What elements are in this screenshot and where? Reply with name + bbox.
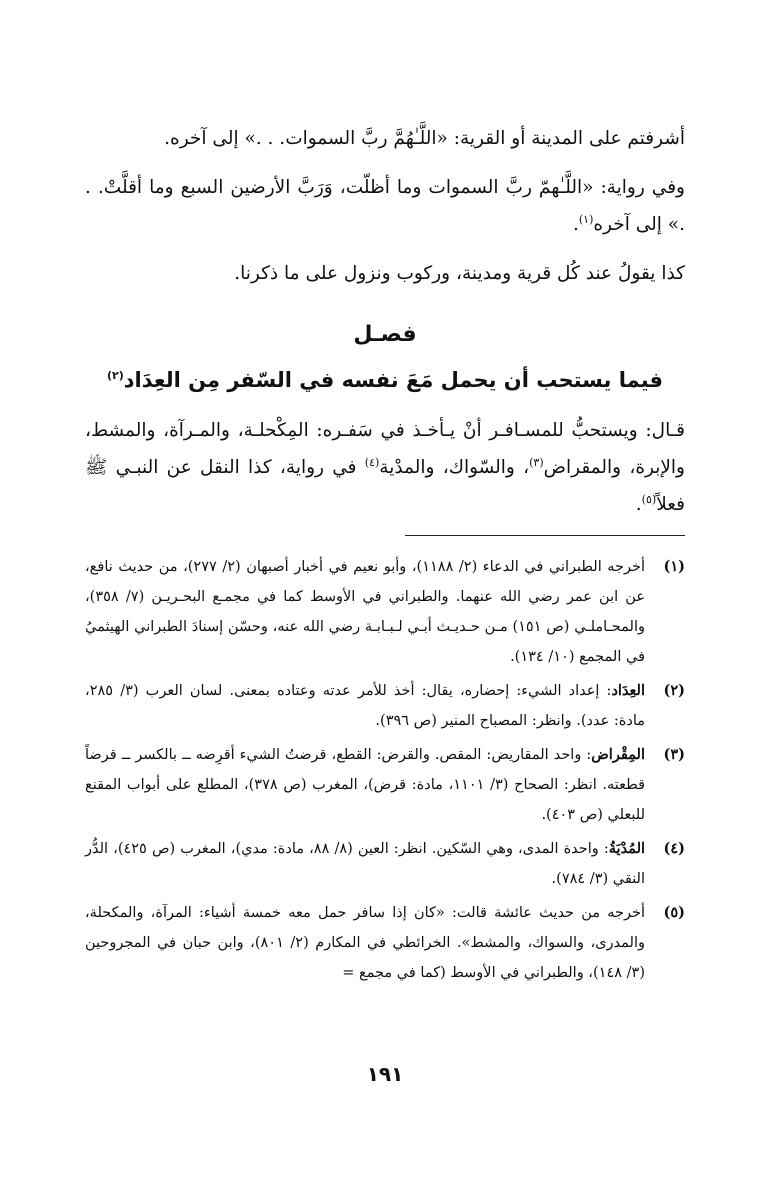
section-label: فصـل bbox=[353, 322, 417, 347]
paragraph-4-part-b: ، والسّواك، والمدْية bbox=[379, 457, 530, 478]
footnote-text bbox=[85, 834, 645, 894]
paragraph-2-end: . bbox=[572, 214, 579, 235]
footnote-ref-1[interactable]: (١) bbox=[578, 212, 594, 226]
paragraph-4-part-c: في رواية، كذا النقل عن النبـي ﷺ فعلاً bbox=[85, 457, 685, 515]
footnote-term: المُدْيَةُ bbox=[608, 840, 646, 857]
footnote-item bbox=[85, 834, 685, 894]
footnote-term: العِدَاد bbox=[611, 682, 645, 699]
footnote-ref-5[interactable]: (٥) bbox=[641, 492, 657, 506]
paragraph-3 bbox=[85, 255, 685, 292]
paragraph-2 bbox=[85, 169, 685, 243]
paragraph-4-part-a: قـال: ويستحبُّ للمسـافـر أنْ يـأخـذ في سَفـره: المِكْحلـة، والمـرآة، والمشط، والإبرة، والمقراض bbox=[85, 420, 685, 478]
footnote-ref-4[interactable]: (٤) bbox=[364, 455, 380, 469]
footnote-ref-2[interactable]: (٢) bbox=[106, 369, 124, 382]
footnote-number: (٥) bbox=[663, 904, 685, 921]
paragraph-3-text: كذا يقولُ عند كُل قرية ومدينة، وركوب ونزول على ما ذكرنا. bbox=[234, 263, 685, 284]
paragraph-2-text: وفي رواية: «اللَّـٰهمّ ربَّ السموات وما أظلّت، وَرَبَّ الأرضين السبع وما أقلَّتْ. . .» إلى آخره bbox=[85, 177, 685, 235]
page-number: ١٩١ bbox=[366, 1062, 404, 1086]
paragraph-4-end: . bbox=[635, 494, 642, 515]
footnote-item bbox=[85, 898, 685, 988]
footnote-number: (٣) bbox=[663, 746, 685, 763]
paragraph-1 bbox=[85, 120, 685, 157]
footnote-item bbox=[85, 676, 685, 736]
paragraph-4 bbox=[85, 412, 685, 523]
footnote-number: (١) bbox=[663, 558, 685, 575]
paragraph-1-text: أشرفتم على المدينة أو القرية: «اللَّـٰهُمَّ ربَّ السموات. . .» إلى آخره. bbox=[164, 128, 685, 149]
footnote-ref-3[interactable]: (٣) bbox=[529, 455, 544, 469]
footnote-item bbox=[85, 552, 685, 672]
footnote-text bbox=[85, 740, 645, 830]
footnotes bbox=[85, 552, 685, 988]
footnote-item bbox=[85, 740, 685, 830]
section-title-text: فيما يستحب أن يحمل مَعَ نفسه في السّفر مِن العِدَاد bbox=[123, 368, 664, 392]
footnote-term: المِقْراض bbox=[591, 746, 645, 763]
footnote-body: : إعداد الشيء: إحضاره، يقال: أخذ للأمر عدته وعتاده بمعنى. لسان العرب (٣/ ٢٨٥، مادة: عدد). وانظر: المصباح المنير (ص ٣٩٦). bbox=[85, 683, 645, 729]
footnote-body: : واحدة المدى، وهي السّكين. انظر: العين (٨/ ٨٨، مادة: مدي)، المغرب (ص ٤٢٥)، الدُّر النقي (٣/ ٧٨٤). bbox=[85, 841, 645, 887]
footnote-number: (٤) bbox=[663, 840, 685, 857]
footnote-text bbox=[85, 552, 645, 672]
section-title bbox=[85, 362, 685, 398]
footnote-body: أخرجه الطبراني في الدعاء (٢/ ١١٨٨)، وأبو نعيم في أخبار أصبهان (٢/ ٢٧٧)، من حديث نافع، عن ابن عمر رضي الله عنهما. والطبراني في الأوسط كما في مجمـع البحـريـن (٧/ ٣٥٨)، والمحـاملـي (ص ١٥١) مـن حـديـث أبـي لـبـابـة رضي الله عنه، وحسّن إسنادَ الطبراني الهيثميُ في المجمع (١٠/ ١٣٤). bbox=[85, 559, 645, 665]
book-page bbox=[85, 120, 685, 1192]
footnote-text bbox=[85, 898, 645, 988]
footnote-body: : واحد المقاريض: المقص. والقرض: القطع، قرضتُ الشيء أقرِضه ــ بالكسر ــ قرضاً قطعته. انظر: الصحاح (٣/ ١١٠١، مادة: قرض)، المغرب (ص ٣٧٨)، المطلع على أبواب المقنع للبعلي (ص ٤٠٣). bbox=[85, 747, 646, 823]
main-text bbox=[85, 120, 685, 523]
footnote-body: أخرجه من حديث عائشة قالت: «كان إذا سافر حمل معه خمسة أشياء: المرآة، والمكحلة، والمدرى، والسواك، والمشط». الخرائطي في المكارم (٢/ ٨٠١)، وابن حبان في المجروحين (٣/ ١٤٨)، والطبراني في الأوسط (كما في مجمع = bbox=[85, 905, 645, 981]
footnote-number: (٢) bbox=[663, 682, 685, 699]
footnote-text bbox=[85, 676, 645, 736]
footnote-separator bbox=[405, 535, 685, 536]
